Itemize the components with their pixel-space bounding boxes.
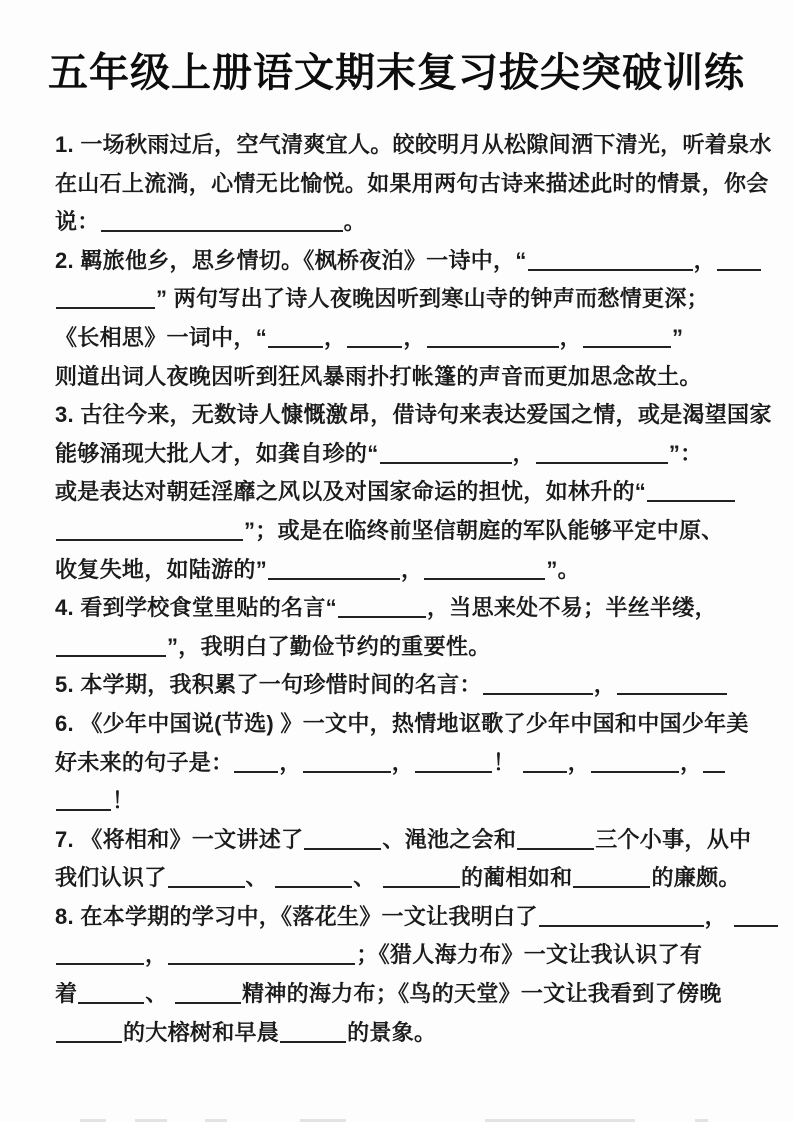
text-run: ， — [693, 247, 716, 273]
text-run: 、渑池之会和 — [382, 826, 517, 852]
text-run: ”；或是在临终前坚信朝庭的军队能够平定中原、 — [244, 517, 724, 543]
text-run: 、 — [245, 865, 275, 891]
text-line — [55, 126, 772, 165]
text-run: 说： — [55, 209, 100, 235]
fill-in-blank — [168, 963, 355, 965]
fill-in-blank — [56, 809, 111, 811]
text-run: 着 — [55, 981, 78, 1007]
text-run: ！ — [493, 749, 522, 775]
text-line — [55, 280, 753, 319]
fill-in-blank — [591, 771, 679, 773]
fill-in-blank — [168, 886, 245, 888]
text-run: 。 — [343, 209, 366, 235]
fill-in-blank — [573, 886, 650, 888]
fill-in-blank — [280, 1041, 346, 1043]
page-title: 五年级上册语文期末复习拔尖突破训练 — [48, 51, 745, 95]
fill-in-blank — [539, 925, 704, 927]
text-line — [55, 358, 753, 397]
fill-in-blank — [304, 848, 381, 850]
text-run: 好未来的句子是： — [55, 749, 234, 775]
text-run: ， — [324, 324, 347, 350]
text-run: 3. 古往今来，无数诗人慷慨激昂，借诗句来表达爱国之情，或是渴望国家 — [55, 402, 772, 428]
fill-in-blank — [78, 1002, 144, 1004]
fill-in-blank — [56, 307, 155, 309]
text-run: ，当思来处不易；半丝半缕， — [426, 595, 717, 621]
text-run: 的蔺相如和 — [460, 865, 573, 891]
text-line — [55, 859, 753, 898]
text-line — [55, 1014, 753, 1053]
fill-in-blank — [703, 771, 725, 773]
text-run: 4. 看到学校食堂里贴的名言“ — [55, 595, 337, 621]
text-run: 、 — [145, 981, 175, 1007]
fill-in-blank — [424, 578, 545, 580]
fill-in-blank — [56, 963, 144, 965]
fill-in-blank — [56, 1041, 122, 1043]
text-run: ， — [512, 440, 535, 466]
fill-in-blank — [234, 771, 278, 773]
fill-in-blank — [380, 462, 512, 464]
fill-in-blank — [517, 848, 594, 850]
fill-in-blank — [415, 771, 492, 773]
fill-in-blank — [523, 771, 567, 773]
text-run: 精神的海力布；《鸟的天堂》一文让我看到了傍晚 — [242, 981, 722, 1007]
fill-in-blank — [427, 346, 559, 348]
text-line — [55, 435, 753, 474]
text-run: ；《猎人海力布》一文让我认识了有 — [356, 942, 703, 968]
text-run: ， — [391, 749, 415, 775]
text-run: ， — [559, 324, 582, 350]
text-run: 7. 《将相和》一文讲述了 — [55, 826, 304, 852]
text-run: ”。 — [546, 556, 580, 582]
text-run: ！ — [112, 788, 135, 814]
text-run: 6. 《少年中国说(节选) 》一文中，热情地讴歌了少年中国和中国少年美 — [55, 710, 749, 736]
text-run: 5. 本学期，我积累了一句珍惜时间的名言： — [55, 672, 482, 698]
text-run: 我们认识了 — [55, 865, 167, 891]
text-run: 在山石上流淌，心情无比愉悦。如果用两句古诗来描述此时的情景，你会 — [55, 170, 769, 196]
text-run: ， — [593, 672, 617, 698]
fill-in-blank — [536, 462, 668, 464]
text-run: 收复失地，如陆游的” — [55, 556, 268, 582]
text-line — [55, 319, 753, 358]
fill-in-blank — [275, 886, 352, 888]
fill-in-blank — [268, 578, 400, 580]
text-run: ， — [279, 749, 302, 775]
fill-in-blank — [383, 886, 460, 888]
fill-in-blank — [101, 230, 343, 232]
text-run: ， — [704, 903, 734, 929]
text-run: ” 两句写出了诗人夜晚因听到寒山寺的钟声而愁情更深； — [156, 286, 709, 312]
fill-in-blank — [617, 693, 727, 695]
text-run: 或是表达对朝廷淫靡之风以及对国家命运的担忧，如林升的“ — [55, 479, 647, 505]
text-run: 能够涌现大批人才，如龚自珍的“ — [55, 440, 379, 466]
text-run: 8. 在本学期的学习中，《落花生》一文让我明白了 — [55, 903, 538, 929]
text-run: ”： — [668, 440, 703, 466]
fill-in-blank — [483, 693, 593, 695]
fill-in-blank — [583, 346, 671, 348]
text-run: ， — [680, 749, 703, 775]
text-run: 《长相思》一词中，“ — [55, 324, 268, 350]
text-run: ， — [401, 556, 424, 582]
fill-in-blank — [647, 500, 735, 502]
fill-in-blank — [717, 269, 761, 271]
text-line — [55, 936, 753, 975]
text-line — [55, 821, 753, 860]
text-line — [55, 473, 753, 512]
text-run: 的廉颇。 — [651, 865, 741, 891]
text-line — [55, 898, 753, 937]
fill-in-blank — [734, 925, 778, 927]
text-line — [55, 589, 753, 628]
fill-in-blank — [56, 655, 166, 657]
text-run: ”，我明白了勤俭节约的重要性。 — [167, 633, 491, 659]
worksheet-body — [0, 126, 793, 1052]
fill-in-blank — [338, 616, 426, 618]
text-run: 的大榕树和早晨 — [123, 1019, 280, 1045]
text-line — [55, 512, 753, 551]
text-line — [55, 744, 753, 783]
text-line — [55, 203, 753, 242]
text-run: 则道出词人夜晚因听到狂风暴雨扑打帐篷的声音而更加思念故土。 — [55, 363, 702, 389]
text-line — [55, 551, 753, 590]
fill-in-blank — [347, 346, 402, 348]
text-line — [55, 975, 753, 1014]
text-line — [55, 242, 753, 281]
text-run: ， — [403, 324, 426, 350]
scan-noise-artifacts — [0, 1118, 793, 1122]
fill-in-blank — [175, 1002, 241, 1004]
text-line — [55, 666, 753, 705]
text-run: ， — [567, 749, 591, 775]
text-line — [55, 705, 753, 744]
text-line — [55, 165, 769, 204]
text-line — [55, 628, 753, 667]
text-run: ” — [671, 324, 684, 350]
fill-in-blank — [528, 269, 693, 271]
text-run: 的景象。 — [347, 1019, 437, 1045]
text-run: 1. 一场秋雨过后，空气清爽宜人。皎皎明月从松隙间洒下清光，听着泉水 — [55, 132, 772, 157]
fill-in-blank — [303, 771, 391, 773]
text-run: 2. 羁旅他乡，思乡情切。《枫桥夜泊》一诗中，“ — [55, 247, 527, 273]
fill-in-blank — [268, 346, 323, 348]
text-run: 三个小事，从中 — [595, 826, 752, 852]
text-run: 、 — [353, 865, 382, 891]
text-run: ， — [145, 942, 168, 968]
text-line — [55, 782, 753, 821]
text-line — [55, 396, 772, 435]
fill-in-blank — [56, 539, 243, 541]
